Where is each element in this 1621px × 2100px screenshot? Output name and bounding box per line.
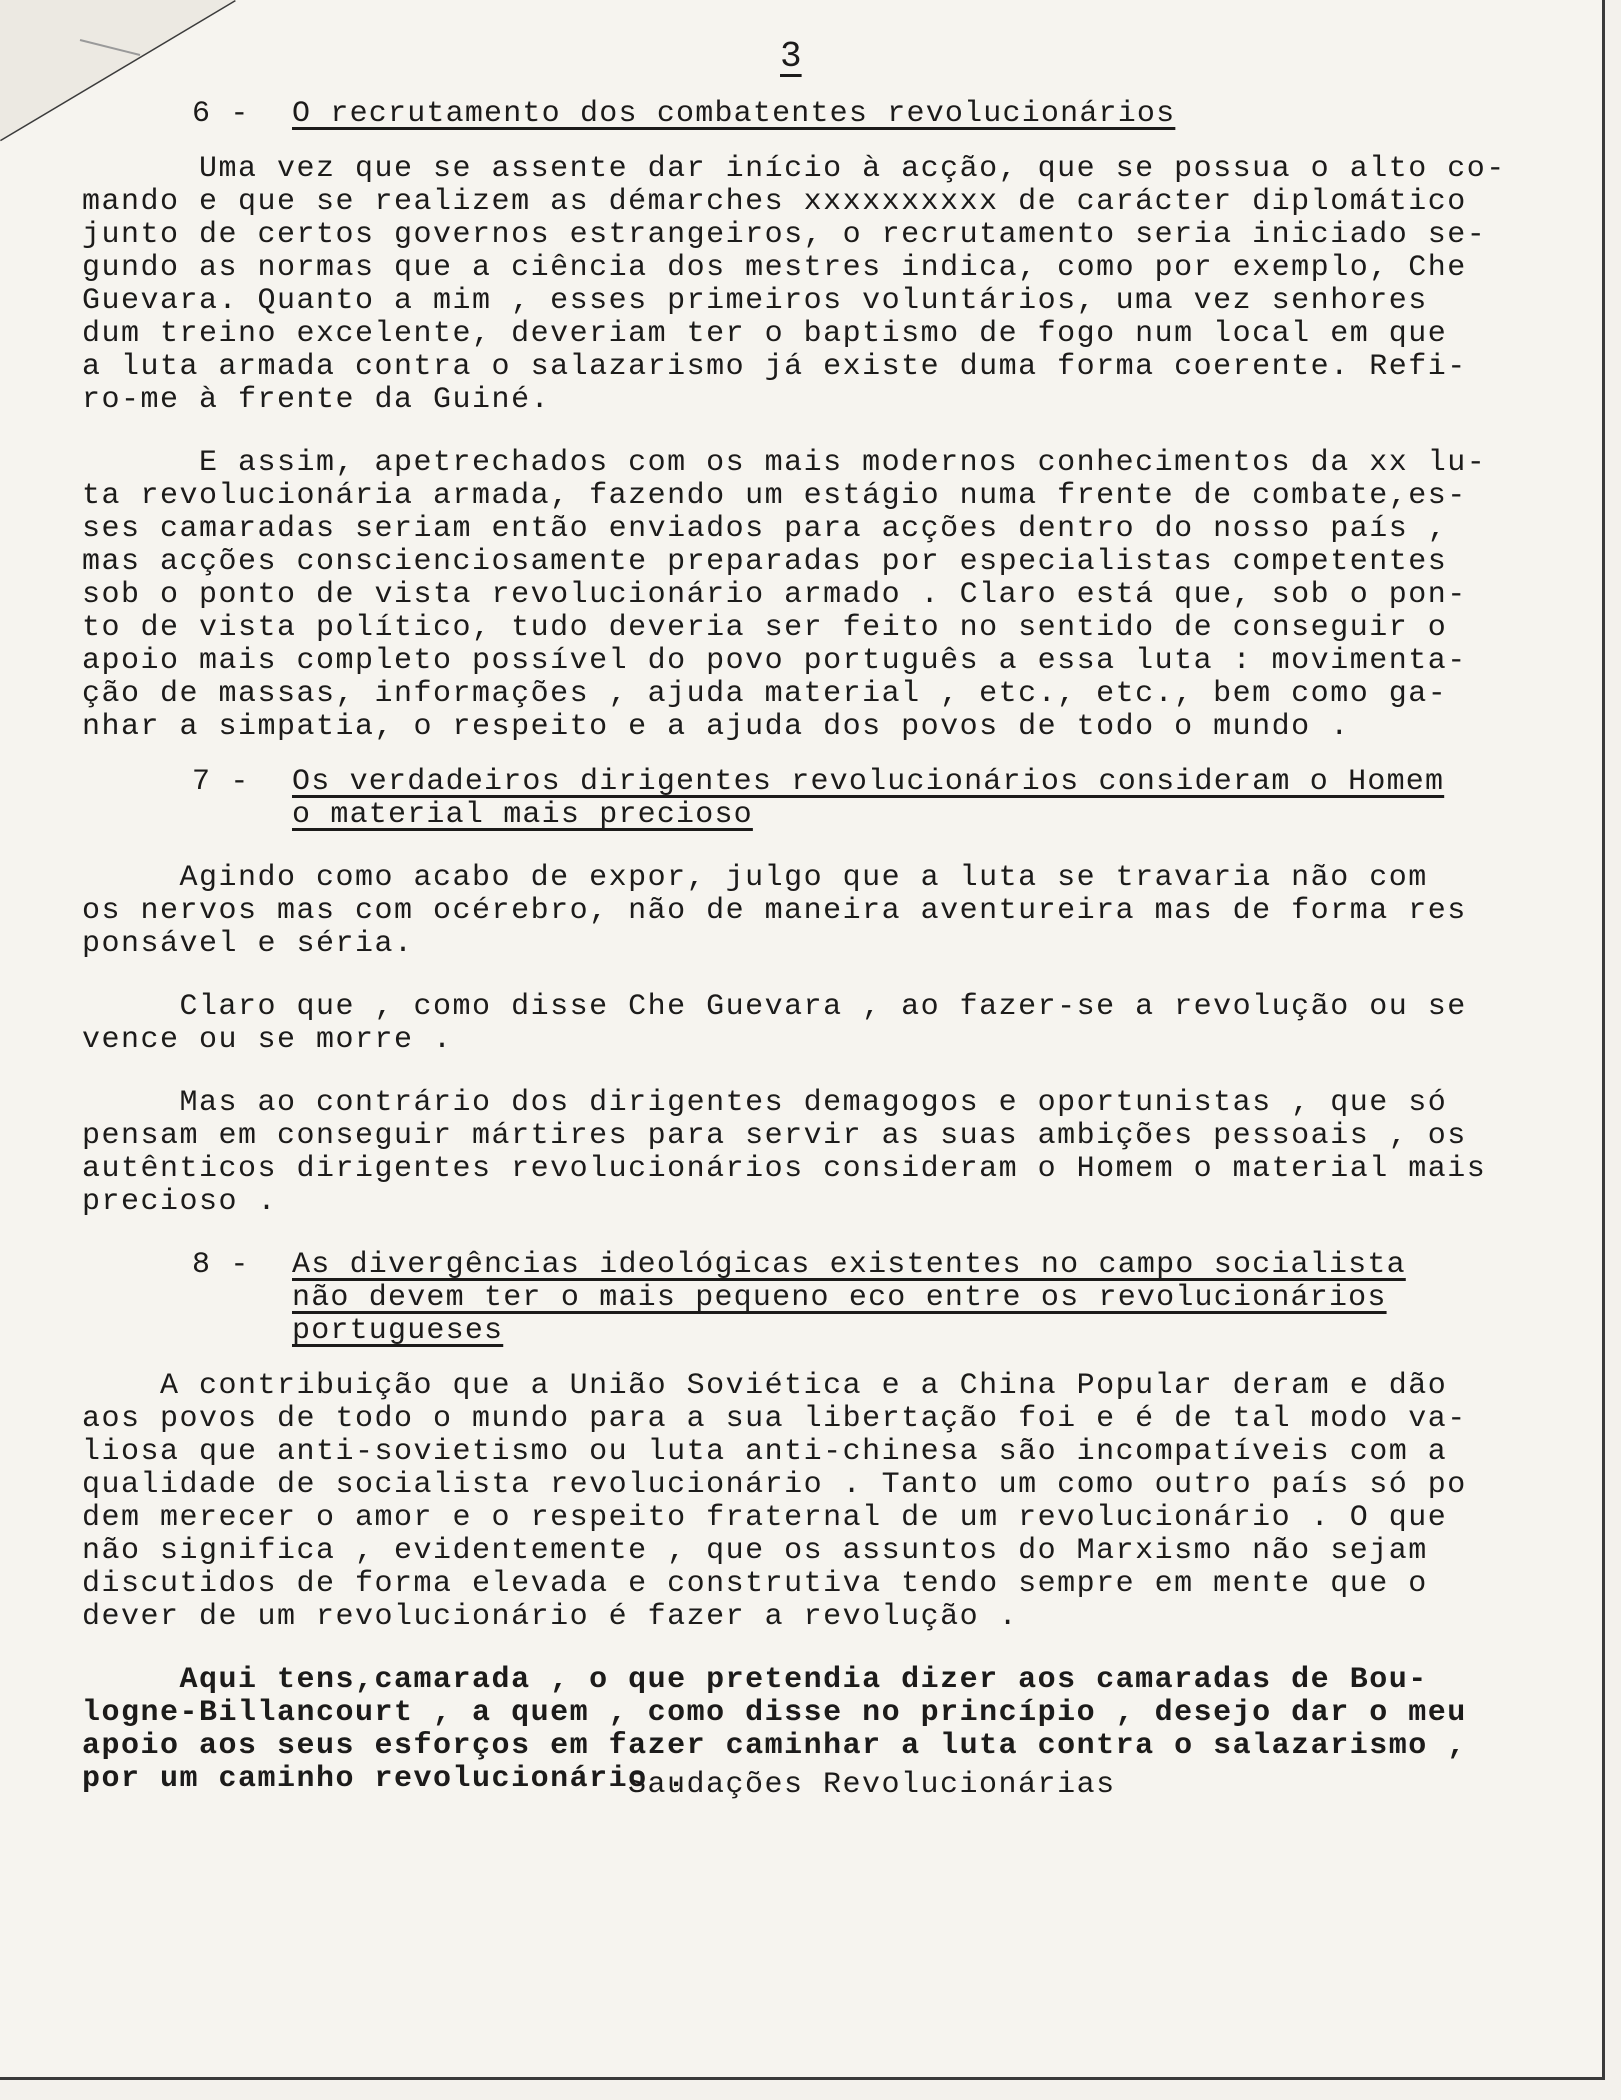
section-title-line: não devem ter o mais pequeno eco entre os revolucionários bbox=[292, 1281, 1387, 1315]
signoff: Saudações Revolucionárias bbox=[628, 1768, 1116, 1802]
section-heading-8 bbox=[82, 1249, 1572, 1348]
document-body bbox=[82, 98, 1572, 1796]
text-line: E assim, apetrechados com os mais modernos conhecimentos da xx lu- bbox=[82, 446, 1487, 480]
paragraph bbox=[82, 153, 1572, 417]
paragraph bbox=[82, 447, 1572, 744]
text-line: ponsável e séria. bbox=[82, 927, 414, 961]
text-line: ção de massas, informações , ajuda material , etc., etc., bem como ga- bbox=[82, 677, 1448, 711]
text-line: apoio aos seus esforços em fazer caminhar a luta contra o salazarismo , bbox=[82, 1729, 1467, 1763]
text-line: precioso . bbox=[82, 1185, 278, 1219]
text-line: liosa que anti-sovietismo ou luta anti-chinesa são incompatíveis com a bbox=[82, 1435, 1448, 1469]
section-title-line: o material mais precioso bbox=[292, 798, 753, 832]
text-line: ses camaradas seriam então enviados para acções dentro do nosso país , bbox=[82, 512, 1448, 546]
paragraph bbox=[82, 991, 1572, 1057]
paragraph bbox=[82, 862, 1572, 961]
text-line: pensam em conseguir mártires para servir as suas ambições pessoais , os bbox=[82, 1119, 1467, 1153]
text-line: mando e que se realizem as démarches xxxxxxxxxx de carácter diplomático bbox=[82, 185, 1467, 219]
text-line: ta revolucionária armada, fazendo um estágio numa frente de combate,es- bbox=[82, 479, 1467, 513]
text-line: dem merecer o amor e o respeito fraternal de um revolucionário . O que bbox=[82, 1501, 1448, 1535]
text-line: to de vista político, tudo deveria ser feito no sentido de conseguir o bbox=[82, 611, 1448, 645]
text-line: vence ou se morre . bbox=[82, 1023, 453, 1057]
text-line: por um caminho revolucionário . bbox=[82, 1762, 687, 1796]
section-title-line: Os verdadeiros dirigentes revolucionários consideram o Homem bbox=[292, 765, 1445, 799]
text-line: ro-me à frente da Guiné. bbox=[82, 383, 551, 417]
text-line: dum treino excelente, deveriam ter o baptismo de fogo num local em que bbox=[82, 317, 1448, 351]
text-line: Uma vez que se assente dar início à acção, que se possua o alto co- bbox=[82, 152, 1506, 186]
text-line: sob o ponto de vista revolucionário armado . Claro está que, sob o pon- bbox=[82, 578, 1467, 612]
text-line: mas acções conscienciosamente preparadas por especialistas competentes bbox=[82, 545, 1448, 579]
text-line: aos povos de todo o mundo para a sua libertação foi e é de tal modo va- bbox=[82, 1402, 1467, 1436]
text-line: Aqui tens,camarada , o que pretendia dizer aos camaradas de Bou- bbox=[82, 1663, 1428, 1697]
text-line: Claro que , como disse Che Guevara , ao fazer-se a revolução ou se bbox=[82, 990, 1467, 1024]
text-line: discutidos de forma elevada e construtiva tendo sempre em mente que o bbox=[82, 1567, 1428, 1601]
text-line: apoio mais completo possível do povo português a essa luta : movimenta- bbox=[82, 644, 1467, 678]
text-line: os nervos mas com océrebro, não de maneira aventureira mas de forma res bbox=[82, 894, 1467, 928]
text-line: A contribuição que a União Soviética e a China Popular deram e dão bbox=[82, 1369, 1448, 1403]
section-title-line: O recrutamento dos combatentes revolucionários bbox=[292, 97, 1176, 131]
text-line: Guevara. Quanto a mim , esses primeiros voluntários, uma vez senhores bbox=[82, 284, 1428, 318]
text-line: logne-Billancourt , a quem , como disse no princípio , desejo dar o meu bbox=[82, 1696, 1467, 1730]
paragraph bbox=[82, 1370, 1572, 1634]
text-line: junto de certos governos estrangeiros, o recrutamento seria iniciado se- bbox=[82, 218, 1487, 252]
text-line: qualidade de socialista revolucionário . Tanto um como outro país só po bbox=[82, 1468, 1467, 1502]
text-line: Agindo como acabo de expor, julgo que a luta se travaria não com bbox=[82, 861, 1428, 895]
text-line: gundo as normas que a ciência dos mestres indica, como por exemplo, Che bbox=[82, 251, 1467, 285]
text-line: a luta armada contra o salazarismo já existe duma forma coerente. Refi- bbox=[82, 350, 1467, 384]
section-number: 7 - bbox=[192, 765, 250, 799]
text-line: Mas ao contrário dos dirigentes demagogos e oportunistas , que só bbox=[82, 1086, 1448, 1120]
text-line: dever de um revolucionário é fazer a revolução . bbox=[82, 1600, 1019, 1634]
section-number: 6 - bbox=[192, 97, 250, 131]
section-title-line: As divergências ideológicas existentes no campo socialista bbox=[292, 1248, 1406, 1282]
section-heading-6 bbox=[82, 98, 1572, 131]
section-number: 8 - bbox=[192, 1248, 250, 1282]
section-title-line: portugueses bbox=[292, 1314, 504, 1348]
page-number: 3 bbox=[780, 36, 802, 77]
paragraph bbox=[82, 1087, 1572, 1219]
text-line: não significa , evidentemente , que os assuntos do Marxismo não sejam bbox=[82, 1534, 1428, 1568]
text-line: autênticos dirigentes revolucionários consideram o Homem o material mais bbox=[82, 1152, 1487, 1186]
text-line: nhar a simpatia, o respeito e a ajuda dos povos de todo o mundo . bbox=[82, 710, 1350, 744]
section-heading-7 bbox=[82, 766, 1572, 832]
